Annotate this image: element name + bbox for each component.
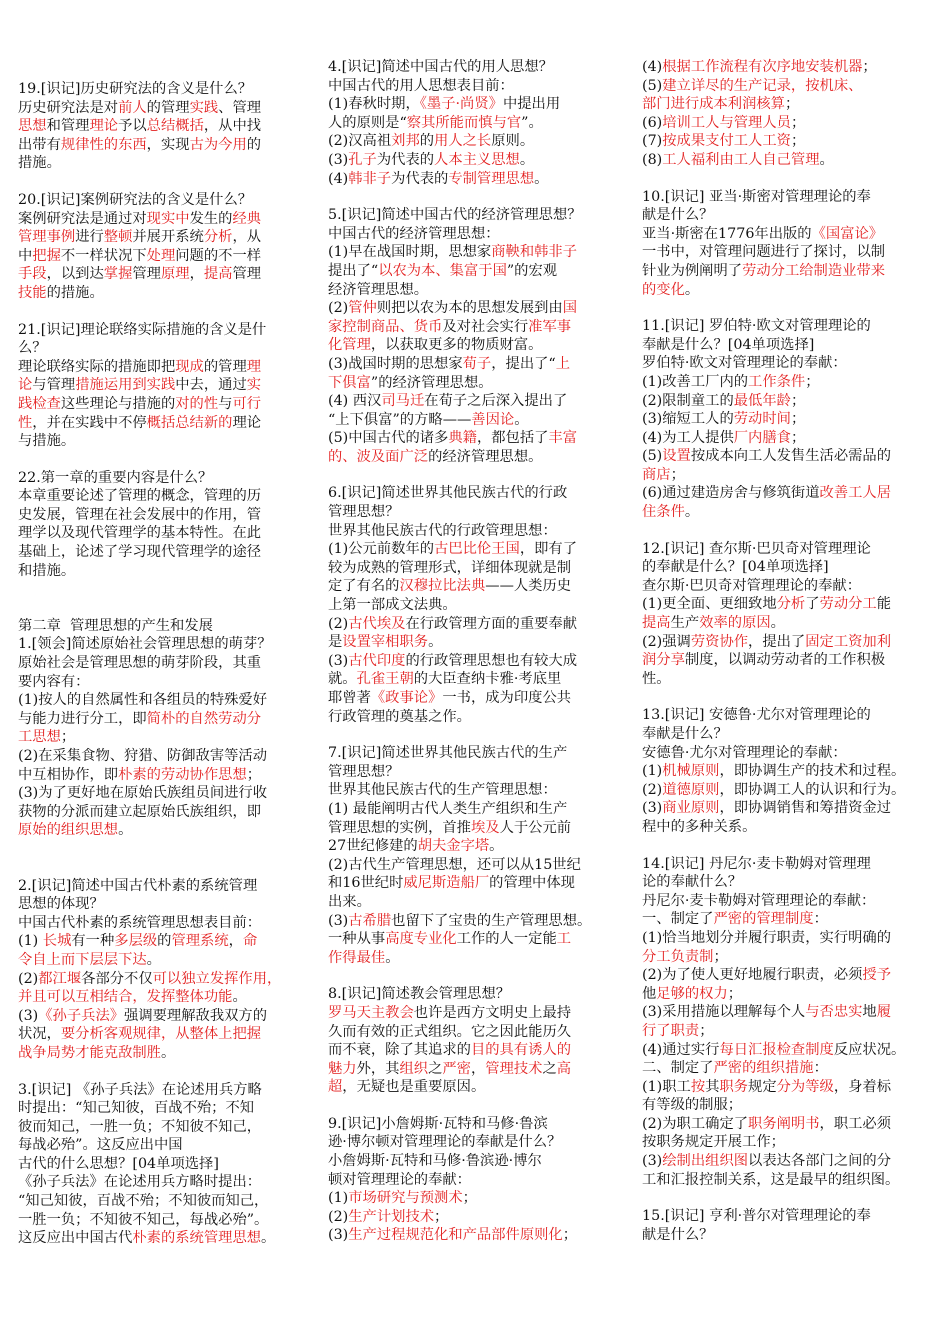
highlighted-text: 古巴比伦王国 [434,541,520,558]
column-right [642,58,934,1262]
highlighted-text: 实践 [189,99,219,116]
question-block [18,80,300,173]
body-text: ，即协调工人的认识和行为。 (3) [642,781,906,817]
column-middle [328,58,624,1263]
highlighted-text: 绘制出组织图 [662,1153,749,1170]
highlighted-text: 司马迁 [381,393,425,410]
body-text: 。 [684,281,700,298]
highlighted-text: 目的具有诱人的 魅力 [328,1042,572,1077]
body-text: ，提出了“ [491,355,556,372]
highlighted-text: 前人 [118,99,147,116]
body-text: 和管理 [46,118,90,135]
highlighted-text: 古希腊 [348,912,392,929]
highlighted-text: 提高 [203,266,233,283]
body-text: 的经济管理思想。 [428,448,543,465]
body-text: 理论 与措施。 [18,414,262,450]
body-text: 。 (3) [328,634,443,669]
body-text: 则把以农为本的思想发展到由 [376,300,563,317]
body-text: 及对社会实行 [442,318,529,335]
highlighted-text: 善因论 [471,411,515,428]
body-text: ； (2)在采集食物、狩猎、防御敌害等活动 中互相协作，即 [18,729,267,783]
body-text: 问题的不一样 [175,247,262,264]
question-block [328,985,624,1097]
question-block [328,206,624,466]
body-text: ，从 中 [18,229,262,264]
highlighted-text: 简朴的自然劳动分 工思想 [18,710,262,746]
highlighted-text: 现实中 [146,210,190,227]
highlighted-text: 专制管理思想 [448,170,535,187]
body-text: 9.[识记]小詹姆斯·瓦特和马修·鲁滨 逊·博尔顿对管理理论的奉献是什么？ 小詹姆斯·瓦特和马修·鲁滨逊·博尔 顿对管理理论的奉献： (1) [328,1115,562,1207]
body-text: ； (6) [642,96,800,131]
body-text: 制度，以调动劳动者的工作积极 性。 [642,652,886,687]
question-block [642,540,934,689]
body-text: ，无疑也是重要原因。 [342,1079,486,1096]
question-block [328,1115,624,1245]
highlighted-text: 人本主义思想 [434,151,520,168]
body-text: ”的宏观 经济管理思想。 (2) [328,262,558,317]
highlighted-text: 用人之长 [434,133,492,150]
body-text: 管理 [232,266,262,283]
body-text: 。 (2)强调 [642,615,785,650]
highlighted-text: 按 [690,1078,706,1095]
body-text: 能 [876,596,892,613]
body-text: 反应状况。 二、制定了 [642,1041,906,1077]
body-text: ； (5) [642,59,877,94]
body-text: ，职工必须 按职务规定开展工作； (3) [642,1115,892,1170]
highlighted-text: 设置 [662,448,691,465]
highlighted-text: 市场研究与预测术 [348,1190,463,1207]
question-block [18,469,300,581]
highlighted-text: 理 论 [18,358,262,394]
body-text: 的管理 [203,358,247,375]
body-text: 12.[识记] 查尔斯·巴贝奇对管理理论 的奉献是什么？[04单项选择] 查尔斯·巴贝奇对管理理论的奉献： (1)更全面、更细致地 [642,540,871,613]
body-text: 21.[识记]理论联络实际措施的含义是什 么？ 理论联络实际的措施即把 [18,321,267,375]
body-text: 。 (4) [328,151,535,187]
body-text: 生产 [670,615,700,632]
question-block [642,317,934,522]
body-text: ； [562,1227,578,1244]
body-text: 提出了“ [328,262,379,279]
highlighted-text: 朴素的劳动协作思想 [118,766,247,783]
highlighted-text: 长城 [42,933,72,950]
highlighted-text: 命 令自上而下层层下达 [18,933,258,968]
body-text: 。 [819,151,834,168]
body-text: 的大臣查纳卡雅·考底里 耶曾著 [328,671,562,706]
body-text: 19.[识记]历史研究法的含义是什么？ 历史研究法是对 [18,81,253,116]
body-text: 管理 [132,266,161,283]
highlighted-text: 工作条件 [748,373,806,390]
highlighted-text: 技能 [18,284,47,301]
highlighted-text: 管理系统 [171,933,229,950]
body-text: 地 [862,1004,877,1021]
body-text: 。 [261,1230,276,1247]
highlighted-text: 分析 [203,229,233,246]
body-text: ； (3)采用措施以理解每个人 [642,985,806,1021]
highlighted-text: 管理技术 [485,1060,543,1077]
question-block [18,858,300,1063]
highlighted-text: 国 家控制商品、货币 [328,300,578,335]
highlighted-text: 朴素的系统管理思想 [132,1230,262,1247]
question-block [18,1081,300,1248]
highlighted-text: 把握 [32,247,61,264]
highlighted-text: 规律性的东西 [60,136,147,153]
highlighted-text: 足够的权力 [656,985,728,1002]
highlighted-text: 古代印度 [348,652,406,669]
body-text: 也许是西方文明史上最持 久而有效的正式组织。它之因此能历久 而不衰，除了其追求的 [328,1004,572,1059]
highlighted-text: 孔雀王朝 [356,671,414,688]
highlighted-text: 商店 [642,466,671,483]
body-text: ； (2) [328,1190,477,1225]
body-text: ； (2)为了使人更好地履行职责，必须 [642,948,863,984]
highlighted-text: 高度专业化 [385,931,457,948]
body-text: (4) [642,59,663,75]
body-text: 强调要理解敌我双方的 状况， [18,1007,268,1043]
body-text: 。 [684,504,700,521]
body-text: 。 [534,170,549,187]
body-text: ； (3)缩短工人的 [642,392,806,428]
body-text: 这些理论与措施的 [60,395,176,412]
body-text: 有一种 [71,933,115,950]
highlighted-text: 以农为本、集富于国 [378,262,507,279]
question-block [642,1207,934,1244]
body-text: ”的经济管理思想。 (4) 西汉 [328,374,493,410]
highlighted-text: 思想 [18,118,47,135]
body-text: ： (1)恰当地划分并履行职责，实行明确的 [642,911,891,946]
highlighted-text: 汉穆拉比法典 [399,578,486,595]
highlighted-text: 手段 [18,266,47,283]
body-text: ； (3) [328,1208,449,1244]
highlighted-text: 古为今用 [189,136,247,153]
body-text: 也留下了宝贵的生产管理思想。 一种从事 [328,912,592,948]
body-text: 的措施。 [46,284,104,301]
question-block [328,744,624,967]
body-text: 。 (2) [18,951,161,987]
highlighted-text: 现成 [175,358,204,375]
body-text: 一书中，对管理问题进行了探讨，以制 针业为例阐明了 [642,244,886,279]
highlighted-text: 《孙子兵法》 [38,1007,125,1024]
body-text: 。 [385,949,400,966]
highlighted-text: 古代埃及 [348,615,406,632]
highlighted-text: 严密的组织措施 [713,1060,814,1077]
body-text: 工作的人一定能 [456,931,557,948]
body-text: ，并在实践中不停 [32,414,147,431]
highlighted-text: 典籍 [448,430,477,447]
body-text: ； (4)为工人提供 [642,411,806,446]
body-text: 与 [218,395,233,412]
body-text: 发生的 [189,210,233,227]
highlighted-text: 上 下俱富 [328,355,571,391]
body-text: 。 (2)古代生产管理思想，还可以从15世纪 和16世纪时 [328,838,581,892]
highlighted-text: 原理 [160,266,190,283]
body-text: 第二章 管理思想的产生和发展 1.[领会]简述原始社会管理思想的萌芽？ 原始社会是管理思想的萌芽阶段，其重 要内容有： (1)按人的自然属性和各组员的特殊爱好 与能力进行分工，即 [18,617,272,727]
highlighted-text: 设置宰相职务 [342,634,429,651]
highlighted-text: 根据工作流程有次序地安装机器 [662,59,863,75]
body-text: ”。 (2)汉高祖 [328,114,543,150]
highlighted-text: 经典 管理事例 [18,210,262,246]
body-text: ； (6)通过建造房舍与修筑街道 [642,466,820,502]
body-text: ，即协调生产的技术和过程。 (2) [642,763,906,798]
body-text: ， [189,266,204,283]
highlighted-text: 罗马天主教会 [328,1004,414,1021]
body-text: 14.[识记] 丹尼尔·麦卡勒姆对管理理 论的奉献什么？ 丹尼尔·麦卡勒姆对管理理论的奉献： 一、制定了 [642,855,876,928]
question-block [642,855,934,1190]
body-text: ，实现 [146,136,190,153]
highlighted-text: 生产过程规范化和产品部件原则化 [348,1227,563,1244]
body-text: 并展开系统 [132,229,204,246]
body-text: 为代表的 [391,170,449,187]
body-text: 。 (3) [18,989,247,1024]
body-text: ，都包括了 [476,430,549,447]
body-text: ， [470,1060,486,1077]
body-text: 其 [705,1078,720,1095]
body-text: 予以 [118,118,147,135]
highlighted-text: 多层级 [114,933,158,950]
body-text: 22.第一章的重要内容是什么？ 本章重要论述了管理的概念，管理的历 史发展，管理在社会发展中的作用，管 理学以及现代管理学的基本特性。在此 基础上，论述了学习现代管理学的途径 和措施。 [18,469,262,579]
body-text: 了 [805,596,820,613]
question-block [642,188,934,300]
highlighted-text: 分为等级 [776,1078,834,1095]
highlighted-text: 职务阐明书 [748,1115,820,1132]
highlighted-text: 劳动分工给制造业带来 的变化 [642,262,886,298]
highlighted-text: 措施运用到实践 [75,377,176,394]
highlighted-text: 工人福利由工人自己管理 [662,151,820,168]
highlighted-text: 胡夫金字塔 [417,838,490,855]
column-left [18,80,300,1266]
highlighted-text: 威尼斯造船厂 [403,875,490,892]
highlighted-text: 授予 [862,967,892,984]
highlighted-text: 原始的组织思想 [18,822,119,839]
question-block [328,58,624,188]
body-text: 11.[识记] 罗伯特·欧文对管理理论的 奉献是什么？[04单项选择] 罗伯特·欧文对管理理论的奉献： (1)改善工厂内的 [642,318,871,390]
question-block [328,484,624,726]
body-text: ； (3)为了更好地在原始氏族组员间进行收 获物的分派而建立起原始氏族组织，即 [18,766,267,820]
highlighted-text: 固定工资加利 润分享 [642,633,892,669]
highlighted-text: 提高 [642,615,671,632]
highlighted-text: 对的性 [175,395,219,412]
highlighted-text: 分析 [776,596,806,613]
body-text: 的行政管理思想也有较大成 就。 [328,652,578,688]
body-text: 中去，通过 [175,377,247,394]
question-block [642,706,934,836]
highlighted-text: 孔子 [348,151,377,168]
highlighted-text: 每日汇报检查制度 [719,1041,834,1058]
highlighted-text: 理论 [89,118,119,135]
body-text: ，以获取更多的物质财富。 (3)战国时期的思想家 [328,337,543,372]
body-text: 5.[识记]简述中国古代的经济管理思想？ 中国古代的经济管理思想： (1)早在战国时期，思想家 [328,207,582,261]
body-text: 各部分不仅 [81,970,153,987]
highlighted-text: 掌握 [103,266,133,283]
body-text: ，身着标 有等级的制服； (2)为职工确定了 [642,1078,892,1132]
highlighted-text: 机械原则 [662,763,720,780]
question-block [18,191,300,303]
question-block [18,321,300,451]
body-text: 为代表的 [376,151,435,168]
highlighted-text: 与否忠实 [805,1004,863,1021]
highlighted-text: 可以独立发挥作用， 并且可以互相结合，发挥整体功能 [18,970,282,1006]
body-text: 在荀子之后深入提出了 “上下俱富”的方略—— [328,393,568,428]
body-text: 。 [118,822,133,839]
body-text: 进行 [75,229,104,246]
body-text: ——人类历史 上第一部成文法典。 (2) [328,578,572,632]
body-text: 规定 [748,1078,777,1095]
highlighted-text: 总结概括 [146,118,204,135]
question-block [18,598,300,840]
body-text: 按成本向工人发售生活必需品的 [690,448,892,465]
highlighted-text: 建立详尽的生产记录，按机床、 部门进行成本利润核算 [642,77,863,113]
body-text: 的 措施。 [18,136,262,172]
body-text: 以表达各部门之间的分 工和汇报控制关系，这是最早的组织图。 [642,1153,900,1188]
highlighted-text: 生产计划技术 [348,1208,435,1225]
highlighted-text: 履 行了职责 [642,1004,892,1039]
highlighted-text: 分工负责制 [642,948,714,965]
highlighted-text: 高 超 [328,1060,572,1096]
highlighted-text: 察其所能而慎与官 [406,114,522,131]
highlighted-text: 《政事论》 [370,690,443,706]
body-text: 6.[识记]简述世界其他民族古代的行政 管理思想？ 世界其他民族古代的行政管理思想： (1)公元前数年的 [328,485,568,558]
body-text: 8.[识记]简述教会管理思想？ [328,986,511,1003]
body-text: 10.[识记] 亚当·斯密对管理理论的奉 献是什么？ 亚当·斯密在1776年出版的 [642,188,871,242]
body-text: ，以到达 [46,266,104,283]
body-text: 15.[识记] 亨利·普尔对管理理论的奉 献是什么？ [642,1208,871,1243]
highlighted-text: 实 践检查 [18,377,262,412]
body-text: ，即协调销售和筹措资金过 程中的多种关系。 [642,800,892,835]
highlighted-text: 劳资协作 [690,633,749,650]
body-text: ； (7) [642,114,806,150]
body-text: 13.[识记] 安德鲁·尤尔对管理理论的 奉献是什么？ 安德鲁·尤尔对管理理论的奉献： (1) [642,707,871,780]
body-text: ； (4)通过实行 [642,1022,720,1058]
highlighted-text: 效率的原因 [699,615,771,632]
body-text: 外，其 [356,1060,400,1077]
highlighted-text: 可行 性 [18,395,262,431]
highlighted-text: 严密 [442,1060,471,1077]
highlighted-text: 劳动分工 [819,596,877,613]
highlighted-text: 组织 [399,1060,429,1077]
highlighted-text: 商业原则 [662,800,720,817]
highlighted-text: 韩非子 [348,170,392,187]
highlighted-text: 要分析客观规律，从整体上把握 战争局势才能克敌制胜 [18,1026,262,1061]
highlighted-text: 严密的管理制度 [713,911,814,928]
highlighted-text: 《国富论》 [811,225,884,242]
body-text: 之 [428,1060,443,1077]
highlighted-text: 刘邦 [391,133,420,150]
highlighted-text: 荀子 [462,355,492,372]
body-text: ； (2)限制童工的 [642,373,820,409]
body-text: 人于公元前 27世纪修建的 [328,819,572,855]
body-text: 的 [157,933,172,950]
body-text: 20.[识记]案例研究法的含义是什么？ 案例研究法是通过对 [18,191,253,227]
body-text: 。 [160,1044,176,1061]
body-text: ； (5) [642,429,806,465]
highlighted-text: 《墨子·尚贤》 [419,96,503,113]
highlighted-text: 培训工人与管理人员 [662,114,791,131]
body-text: 的管理 [146,99,190,116]
highlighted-text: 丰富 的、波及面广泛 [328,430,578,465]
body-text: 、管理 [218,99,262,116]
body-text: 中提出用 人的原则是“ [328,96,561,131]
highlighted-text: 道德原则 [662,781,720,798]
highlighted-text: 职务 [719,1078,749,1095]
highlighted-text: 改善工人居 住条件 [642,485,892,521]
highlighted-text: 商鞅和韩非子 [491,244,578,261]
body-text: 7.[识记]简述世界其他民族古代的生产 管理思想？ 世界其他民族古代的生产管理思想： (1) 最能阐明古代人类生产组织和生产 管理思想的实例，首推 [328,745,568,836]
body-text: 在行政管理方面的重要奉献 是 [328,615,578,651]
body-text: ， [228,933,243,950]
highlighted-text: 工 作得最佳 [328,931,572,966]
highlighted-text: 厂内膳食 [733,429,791,446]
highlighted-text: 劳动时间 [733,411,791,428]
highlighted-text: 都江堰 [38,970,82,987]
highlighted-text: 埃及 [470,819,500,836]
body-text: 不一样状况下 [60,247,147,264]
body-text: ； (8) [642,133,806,168]
body-text: 3.[识记] 《孙子兵法》在论述用兵方略 时提出：“知己知彼，百战不殆；不知 彼而知己，一胜一负；不知彼不知己， 每战必殆”。这反应出中国 古代的什么思想？[04单项选择] 《孙子兵法》在论述用兵方略时提出： “知己知彼，百战不殆；不知彼而知己， 一胜一负；不知彼不知己，每战必殆”。 这反应出中国古代 [18,1081,269,1247]
highlighted-text: 最低年龄 [733,392,791,409]
body-text: ： (1)职工 [642,1060,828,1095]
highlighted-text: 概括总结新的 [146,414,233,431]
body-text: 4.[识记]简述中国古代的用人思想？ 中国古代的用人思想表目前： (1)春秋时期， [328,59,553,113]
body-text: 与管理 [32,377,76,394]
body-text: 原则。 (3) [328,133,535,168]
body-text: 一书，成为印度公共 行政管理的奠基之作。 [328,690,572,725]
highlighted-text: 管仲 [348,300,377,317]
highlighted-text: 整顿 [103,229,133,246]
body-text: 。 (5)中国古代的诸多 [328,411,529,447]
body-text: ，从中找 出带有 [18,118,262,153]
highlighted-text: 处理 [146,247,176,264]
body-text: ，提出了 [748,633,806,650]
body-text: ，即有了 较为成熟的管理形式，详细体现就是制 定了有名的 [328,541,578,595]
highlighted-text: 按成果支付工人工资 [662,133,791,150]
body-text: 之 [542,1060,557,1077]
body-text: 2.[识记]简述中国古代朴素的系统管理 思想的体现？ 中国古代朴素的系统管理思想表目前： (1) [18,877,262,950]
highlighted-text: 准军事 化管理 [328,318,572,354]
body-text: 的 [419,133,435,150]
body-text: 他 [642,985,657,1002]
question-block [642,58,934,170]
body-text: 的管理中体现 出来。 (3) [328,875,575,929]
